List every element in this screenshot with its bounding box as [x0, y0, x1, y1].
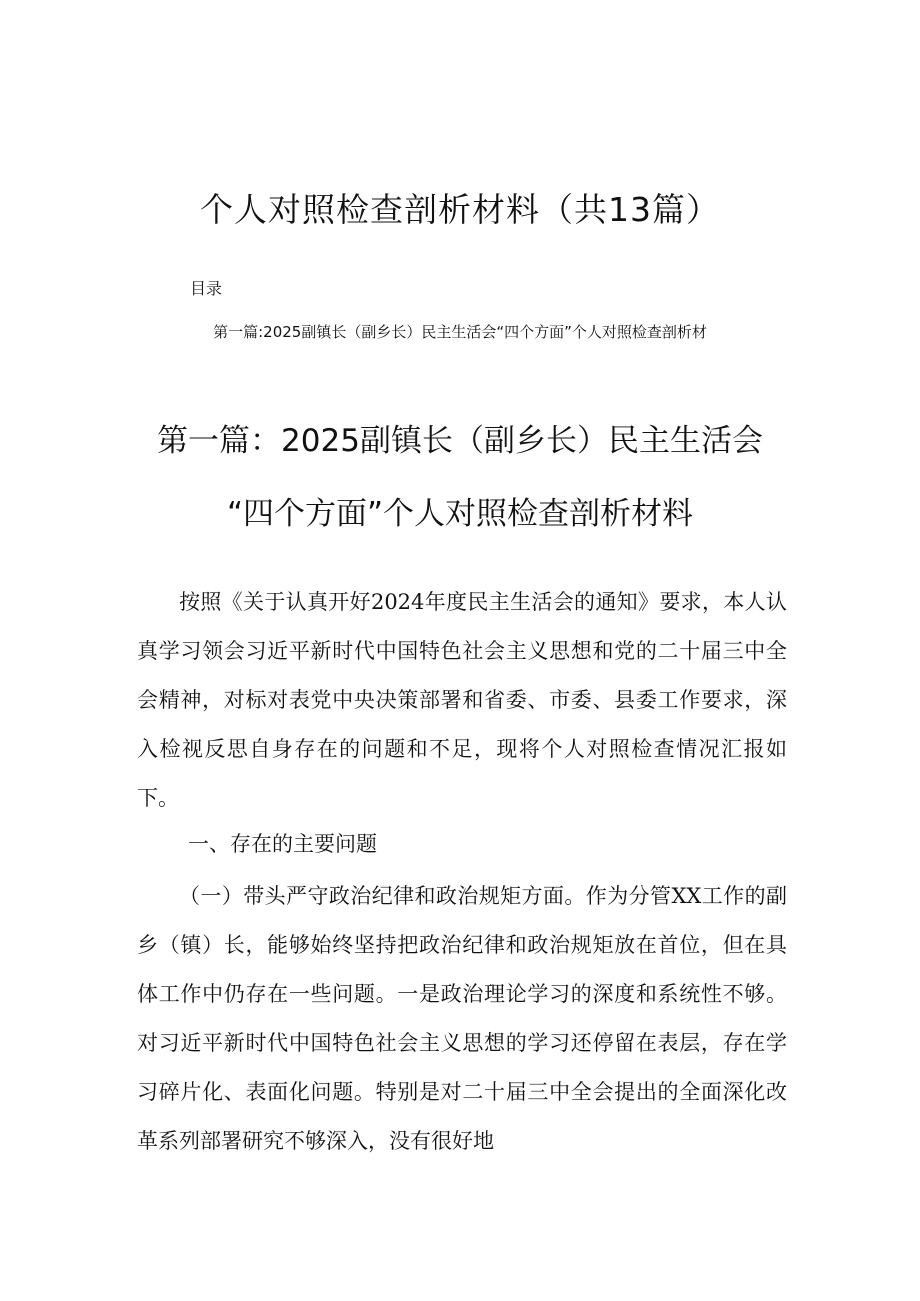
intro-paragraph: 按照《关于认真开好2024年度民主生活会的通知》要求，本人认真学习领会习近平新时代中国特色社会主义思想和党的二十届三中全会精神，对标对表党中央决策部署和省委、市委、县委工作要求，深入检视反思自身存在的问题和不足，现将个人对照检查情况汇报如下。 — [137, 590, 787, 810]
section-paragraph: （一）带头严守政治纪律和政治规矩方面。作为分管XX工作的副乡（镇）长，能够始终坚持把政治纪律和政治规矩放在首位，但在具体工作中仍存在一些问题。一是政治理论学习的深度和系统性不够。对习近平新时代中国特色社会主义思想的学习还停留在表层，存在学习碎片化、表面化问题。特别是对二十届三中全会提出的全面深化改革系列部署研究不够深入，没有很好地 — [137, 884, 787, 1153]
toc-label: 目录 — [190, 279, 223, 298]
toc-entry[interactable]: 第一篇:2025副镇长（副乡长）民主生活会“四个方面”个人对照检查剖析材 — [213, 323, 707, 341]
section-heading: 一、存在的主要问题 — [188, 832, 377, 856]
document-title: 个人对照检查剖析材料（共13篇） — [200, 190, 720, 229]
chapter-title-line-1: 第一篇：2025副镇长（副乡长）民主生活会 — [157, 423, 763, 459]
chapter-title-line-2: “四个方面”个人对照检查剖析材料 — [226, 496, 694, 532]
